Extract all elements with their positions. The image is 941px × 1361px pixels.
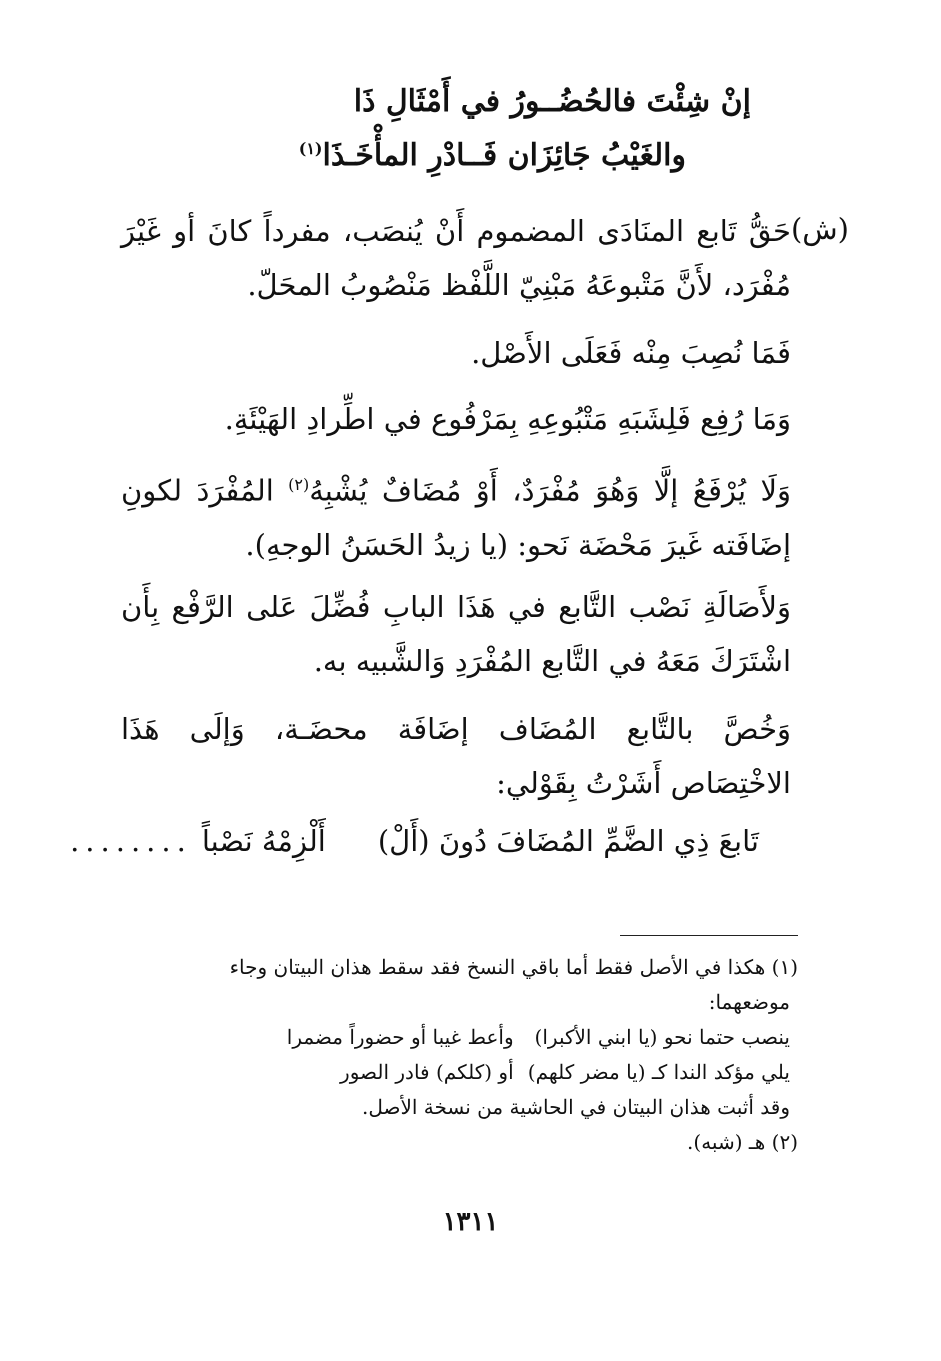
commentary-paragraph-4 xyxy=(121,458,791,572)
quoted-hemistich-1: تَابعَ ذِي الضَّمِّ المُضَافَ دُونَ (أَلْ) xyxy=(377,824,759,858)
commentary-paragraph-5: وَلأَصَالَةِ نَصْب التَّابع في هَذَا البابِ فُضِّلَ عَلى الرَّفْع بِأَن اشْتَرَكَ مَعَهُ في التَّابع المُفْرَدِ وَالشَّبيه به. xyxy=(121,590,791,678)
commentary-paragraph-6: وَخُصَّ بالتَّابع المُضَاف إضَافَة محضَـة، وَإلَى هَذَا الاخْتِصَاص أَشَرْتُ بِقَوْلي: xyxy=(121,712,791,800)
verse-line-2 xyxy=(299,138,686,173)
footnote-1-line-2: موضعهما: xyxy=(708,990,790,1014)
commentary-marker: (ش) xyxy=(790,212,849,246)
footnote-ref-2: (٢) xyxy=(288,475,310,494)
footnote-1-line-1: (١) هكذا في الأصل فقط أما باقي النسخ فقد سقط هذان البيتان وجاء xyxy=(229,955,798,979)
footnotes xyxy=(118,950,798,1160)
footnote-divider xyxy=(620,935,798,936)
footnote-verse-2 xyxy=(118,1055,798,1090)
quoted-hemistich-2: أَلْزِمْهُ نَصْباً xyxy=(201,824,326,858)
footnote-verse-1-a: ينصب حتما نحو (يا ابني الأكبرا) xyxy=(534,1025,790,1049)
footnote-ref-1: (١) xyxy=(298,139,323,158)
commentary-paragraph-2: فَمَا نُصِبَ مِنْه فَعَلَى الأَصْل. xyxy=(471,336,791,370)
commentary-paragraph-3: وَمَا رُفِع فَلِشَبَهِ مَتْبُوعِهِ بِمَرْفُوع في اطِّرادِ الهَيْئَةِ. xyxy=(224,402,791,436)
commentary-paragraph-1: حَقُّ تَابع المنَادَى المضموم أَنْ يُنصَب، مفرداً كانَ أو غَيْرَ مُفْرَد، لأَنَّ مَتْبوعَهُ مَبْنِيّ اللَّفْظ مَنْصُوبُ المحَلّ. xyxy=(121,214,791,302)
paragraph-4-part-b: المُفْرَدَ لكونِ إضَافَته غَيرَ مَحْضَة نَحو: (يا زيدُ الحَسَنُ الوجهِ). xyxy=(121,473,791,562)
quoted-verse xyxy=(70,824,759,858)
footnote-verse-2-b: أو (كلكم) فادر الصور xyxy=(340,1060,514,1084)
footnote-verse-1-b: وأعط غيبا أو حضوراً مضمرا xyxy=(286,1025,514,1049)
footnote-verse-2-a: يلي مؤكد الندا كـ (يا مضر كلهم) xyxy=(527,1060,790,1084)
footnote-verse-1 xyxy=(118,1020,798,1055)
footnote-1-line-3: وقد أثبت هذان البيتان في الحاشية من نسخة الأصل. xyxy=(361,1095,790,1119)
verse-line-2-text: والغَيْبُ جَائِزَان فَــادْرِ المأْخَـذَا xyxy=(322,138,686,173)
paragraph-4-part-a: وَلَا يُرْفَعُ إلَّا وَهُوَ مُفْرَدٌ، أَوْ مُضَافٌ يُشْبِهُ xyxy=(309,473,791,508)
page-number: ١٣١١ xyxy=(442,1207,499,1237)
footnote-2: (٢) هـ (شبه). xyxy=(687,1130,798,1154)
verse-line-1: إنْ شِئْتَ فالحُضُــورُ في أَمْثَالِ ذَا xyxy=(353,84,751,119)
ellipsis-dots: ........ xyxy=(70,824,192,858)
